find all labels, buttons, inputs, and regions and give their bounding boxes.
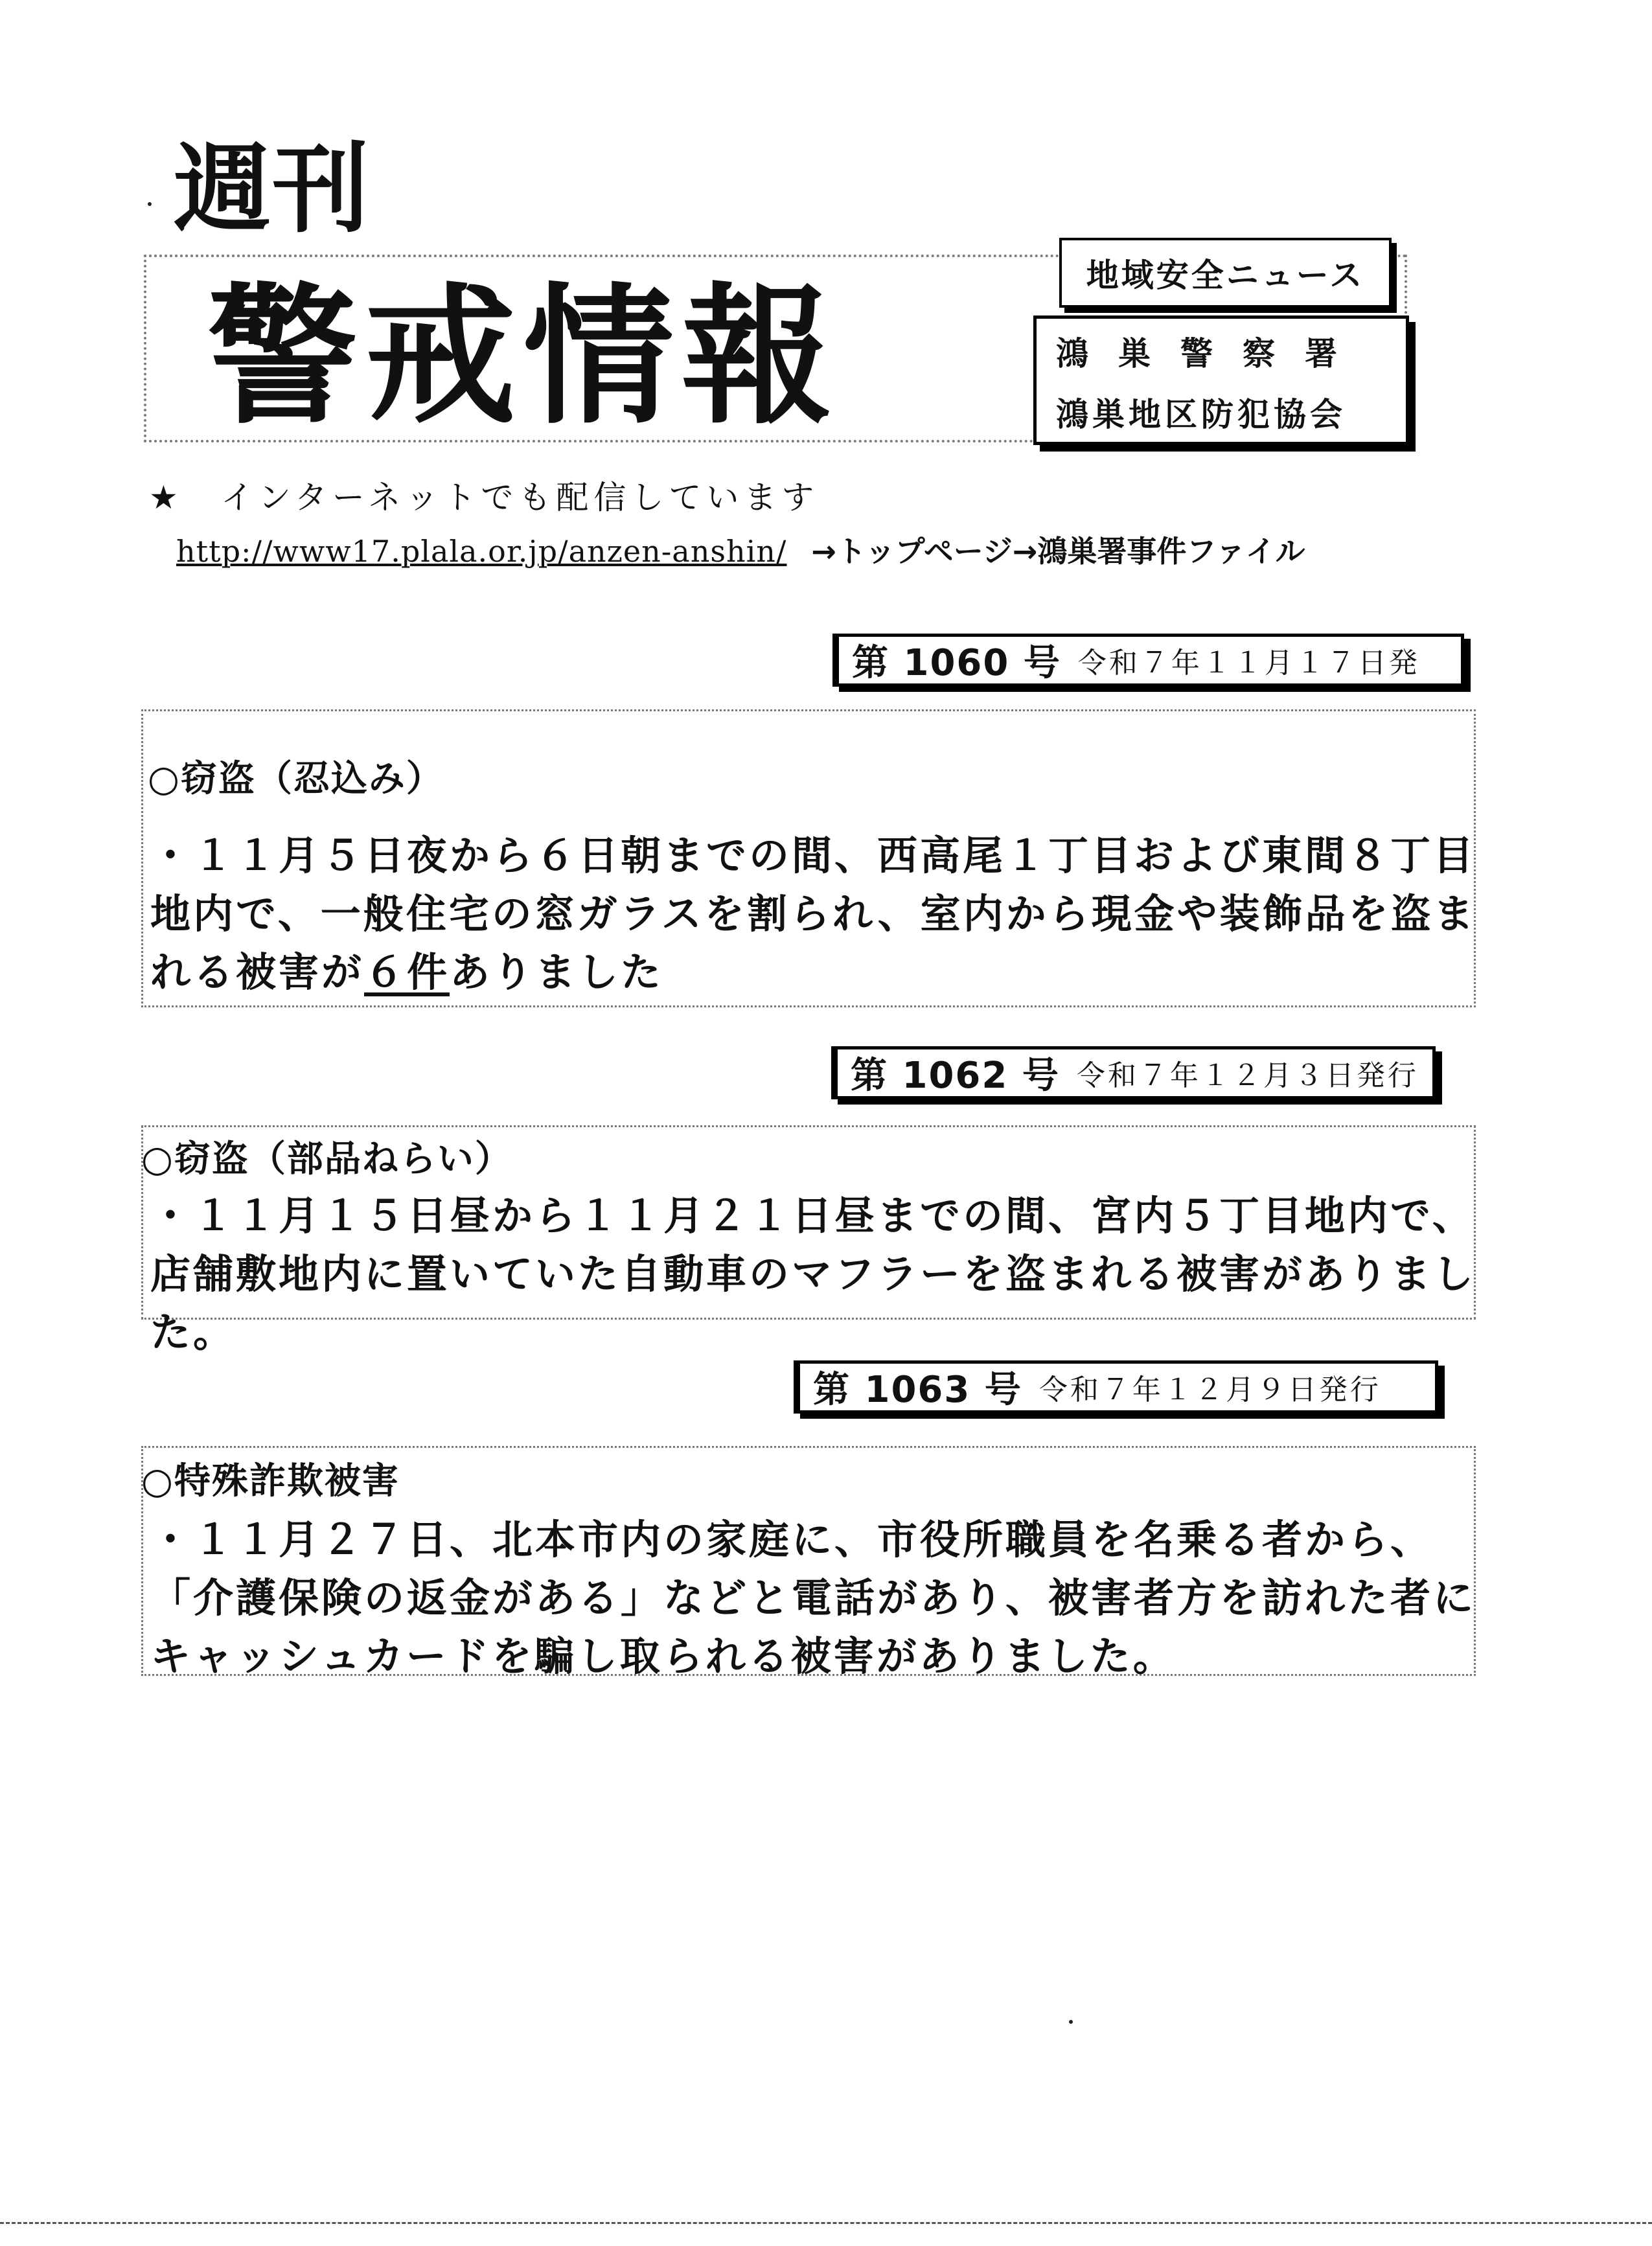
publisher-association: 鴻巣地区防犯協会 [1056,396,1346,433]
website-link[interactable]: http://www17.plala.or.jp/anzen-anshin/ [176,534,787,569]
article-body-text: ・１１月５日夜から６日朝までの間、西高尾１丁目および東間８丁目地内で、一般住宅の窓ガラスを割られ、室内から現金や装飾品を盗まれる被害が [150,832,1476,996]
url-line [176,528,1305,571]
publisher-box [1033,315,1409,445]
issue-date: 令和７年１２月３日発行 [1076,1059,1419,1092]
issue-header-1063 [794,1360,1438,1414]
issue-header-1060 [832,634,1464,687]
scan-speck [148,202,152,206]
article-body-tail: ありました [450,948,664,996]
article-body [150,827,1478,1002]
masthead-title: 警戒情報 [207,269,840,444]
issue-date: 令和７年１２月９日発行 [1038,1373,1381,1406]
issue-number: 第 1062 号 [851,1055,1060,1097]
article-heading: ○窃盗（忍込み） [148,758,444,800]
article-heading: ○窃盗（部品ねらい） [141,1138,512,1180]
article-heading: ○特殊詐欺被害 [141,1460,400,1502]
issue-date: 令和７年１１月１７日発 [1077,647,1420,680]
publisher-police: 鴻巣警察署 [1056,335,1367,372]
weekly-label: 週刊 [174,133,371,246]
internet-notice: ★ インターネットでも配信しています [149,479,820,516]
navigation-path: →トップページ→鴻巣署事件ファイル [811,534,1305,569]
news-tag: 地域安全ニュース [1059,238,1392,308]
article-body: ・１１月１５日昼から１１月２１日昼までの間、宮内５丁目地内で、店舗敷地内に置いていた自動車のマフラーを盗まれる被害がありました。 [150,1192,1476,1356]
issue-number: 第 1060 号 [852,642,1061,684]
incident-count: ６件 [364,948,450,996]
article-body: ・１１月２７日、北本市内の家庭に、市役所職員を名乗る者から、「介護保険の返金がある」などと電話があり、被害者方を訪れた者にキャッシュカードを騙し取られる被害がありました。 [150,1516,1476,1680]
issue-number: 第 1063 号 [813,1369,1022,1411]
issue-header-1062 [831,1046,1436,1099]
scan-speck [1069,2020,1073,2024]
scan-edge-line [0,2222,1652,2224]
